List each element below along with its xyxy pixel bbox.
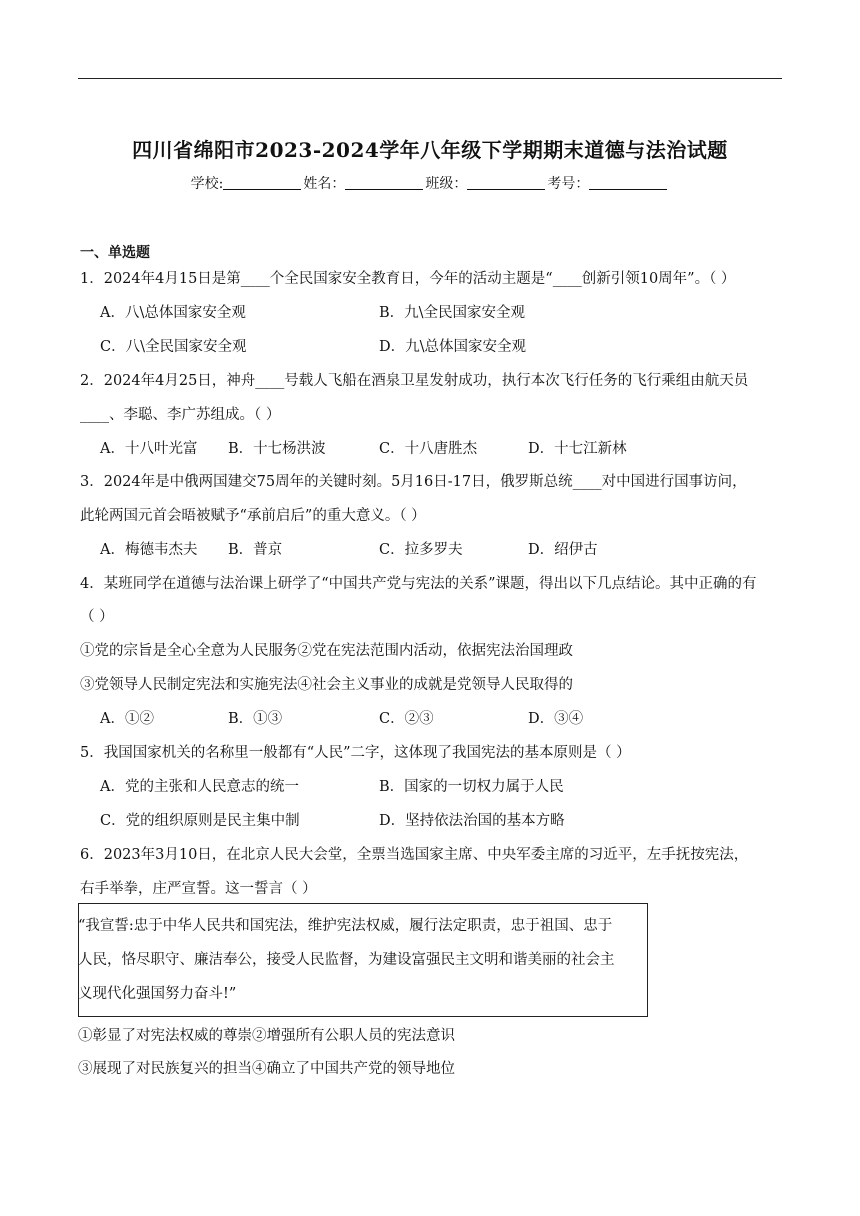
- q3-option-a[interactable]: A．梅德韦杰夫: [100, 542, 198, 558]
- q2-stem-line1: 2．2024年4月25日，神舟____号载人飞船在酒泉卫星发射成功，执行本次飞行任务的飞行乘组由航天员: [80, 373, 749, 389]
- q4-statements-2: ③党领导人民制定宪法和实施宪法④社会主义事业的成就是党领导人民取得的: [80, 677, 573, 693]
- q5-option-a[interactable]: A．党的主张和人民意志的统一: [100, 779, 299, 795]
- q3-stem-line1: 3．2024年是中俄两国建交75周年的关键时刻。5月16日-17日，俄罗斯总统____对中国进行国事访问，: [80, 474, 747, 490]
- q6-stem-line2: 右手举拳，庄严宣誓。这一誓言（ ）: [80, 881, 317, 897]
- q4-stem-line2: （ ）: [80, 609, 114, 625]
- q2-option-b[interactable]: B．十七杨洪波: [228, 441, 326, 457]
- q2-option-d[interactable]: D．十七江新林: [528, 441, 627, 457]
- q6-statements-2: ③展现了对民族复兴的担当④确立了中国共产党的领导地位: [78, 1061, 455, 1077]
- oath-quote-line3: 义现代化强国努力奋斗!”: [78, 986, 237, 1002]
- school-label: 学校:: [190, 176, 224, 192]
- exam-no-label: 考号：: [547, 176, 590, 192]
- oath-quote-line2: 人民，恪尽职守、廉洁奉公，接受人民监督，为建设富强民主文明和谐美丽的社会主: [78, 952, 615, 968]
- class-label: 班级：: [425, 176, 468, 192]
- q4-stem-line1: 4．某班同学在道德与法治课上研学了“中国共产党与宪法的关系”课题，得出以下几点结论。其中正确的有: [80, 576, 757, 592]
- oath-quote-line1: “我宣誓:忠于中华人民共和国宪法，维护宪法权威，履行法定职责，忠于祖国、忠于: [78, 918, 613, 934]
- q3-option-d[interactable]: D．绍伊古: [528, 542, 598, 558]
- name-label: 姓名：: [303, 176, 346, 192]
- q1-option-c[interactable]: C．八\全民国家安全观: [100, 339, 247, 355]
- q3-stem-line2: 此轮两国元首会晤被赋予“承前启后”的重大意义。（ ）: [80, 508, 426, 524]
- class-blank[interactable]: [467, 175, 545, 190]
- exam-no-blank[interactable]: [589, 175, 667, 190]
- q4-option-a[interactable]: A．①②: [100, 711, 154, 727]
- q1-option-d[interactable]: D．九\总体国家安全观: [379, 339, 527, 355]
- student-info-line: [0, 173, 860, 193]
- q3-option-b[interactable]: B．普京: [228, 542, 283, 558]
- q2-stem-line2: ____、李聪、李广苏组成。（ ）: [80, 407, 281, 423]
- school-blank[interactable]: [223, 175, 301, 190]
- page-title: 四川省绵阳市2023-2024学年八年级下学期期末道德与法治试题: [132, 138, 728, 162]
- q1-stem: 1．2024年4月15日是第____个全民国家安全教育日，今年的活动主题是“____创新引领10周年”。（ ）: [80, 271, 736, 287]
- header-rule: [78, 78, 782, 79]
- q4-option-d[interactable]: D．③④: [528, 711, 584, 727]
- q3-option-c[interactable]: C．拉多罗夫: [379, 542, 463, 558]
- q4-option-b[interactable]: B．①③: [228, 711, 283, 727]
- q2-option-a[interactable]: A．十八叶光富: [100, 441, 198, 457]
- q5-option-b[interactable]: B．国家的一切权力属于人民: [379, 779, 564, 795]
- q5-option-c[interactable]: C．党的组织原则是民主集中制: [100, 813, 300, 829]
- name-blank[interactable]: [345, 175, 423, 190]
- q5-option-d[interactable]: D．坚持依法治国的基本方略: [379, 813, 565, 829]
- q4-option-c[interactable]: C．②③: [379, 711, 434, 727]
- q4-statements-1: ①党的宗旨是全心全意为人民服务②党在宪法范围内活动，依据宪法治国理政: [80, 643, 573, 659]
- q1-option-b[interactable]: B．九\全民国家安全观: [379, 305, 526, 321]
- q6-stem-line1: 6．2023年3月10日，在北京人民大会堂，全票当选国家主席、中央军委主席的习近平，左手抚按宪法，: [80, 847, 749, 863]
- q6-statements-1: ①彰显了对宪法权威的尊崇②增强所有公职人员的宪法意识: [78, 1028, 455, 1044]
- section-heading: 一、单选题: [80, 245, 150, 261]
- q2-option-c[interactable]: C．十八唐胜杰: [379, 441, 478, 457]
- q5-stem: 5．我国国家机关的名称里一般都有“人民”二字，这体现了我国宪法的基本原则是（ ）: [80, 745, 631, 761]
- q1-option-a[interactable]: A．八\总体国家安全观: [100, 305, 246, 321]
